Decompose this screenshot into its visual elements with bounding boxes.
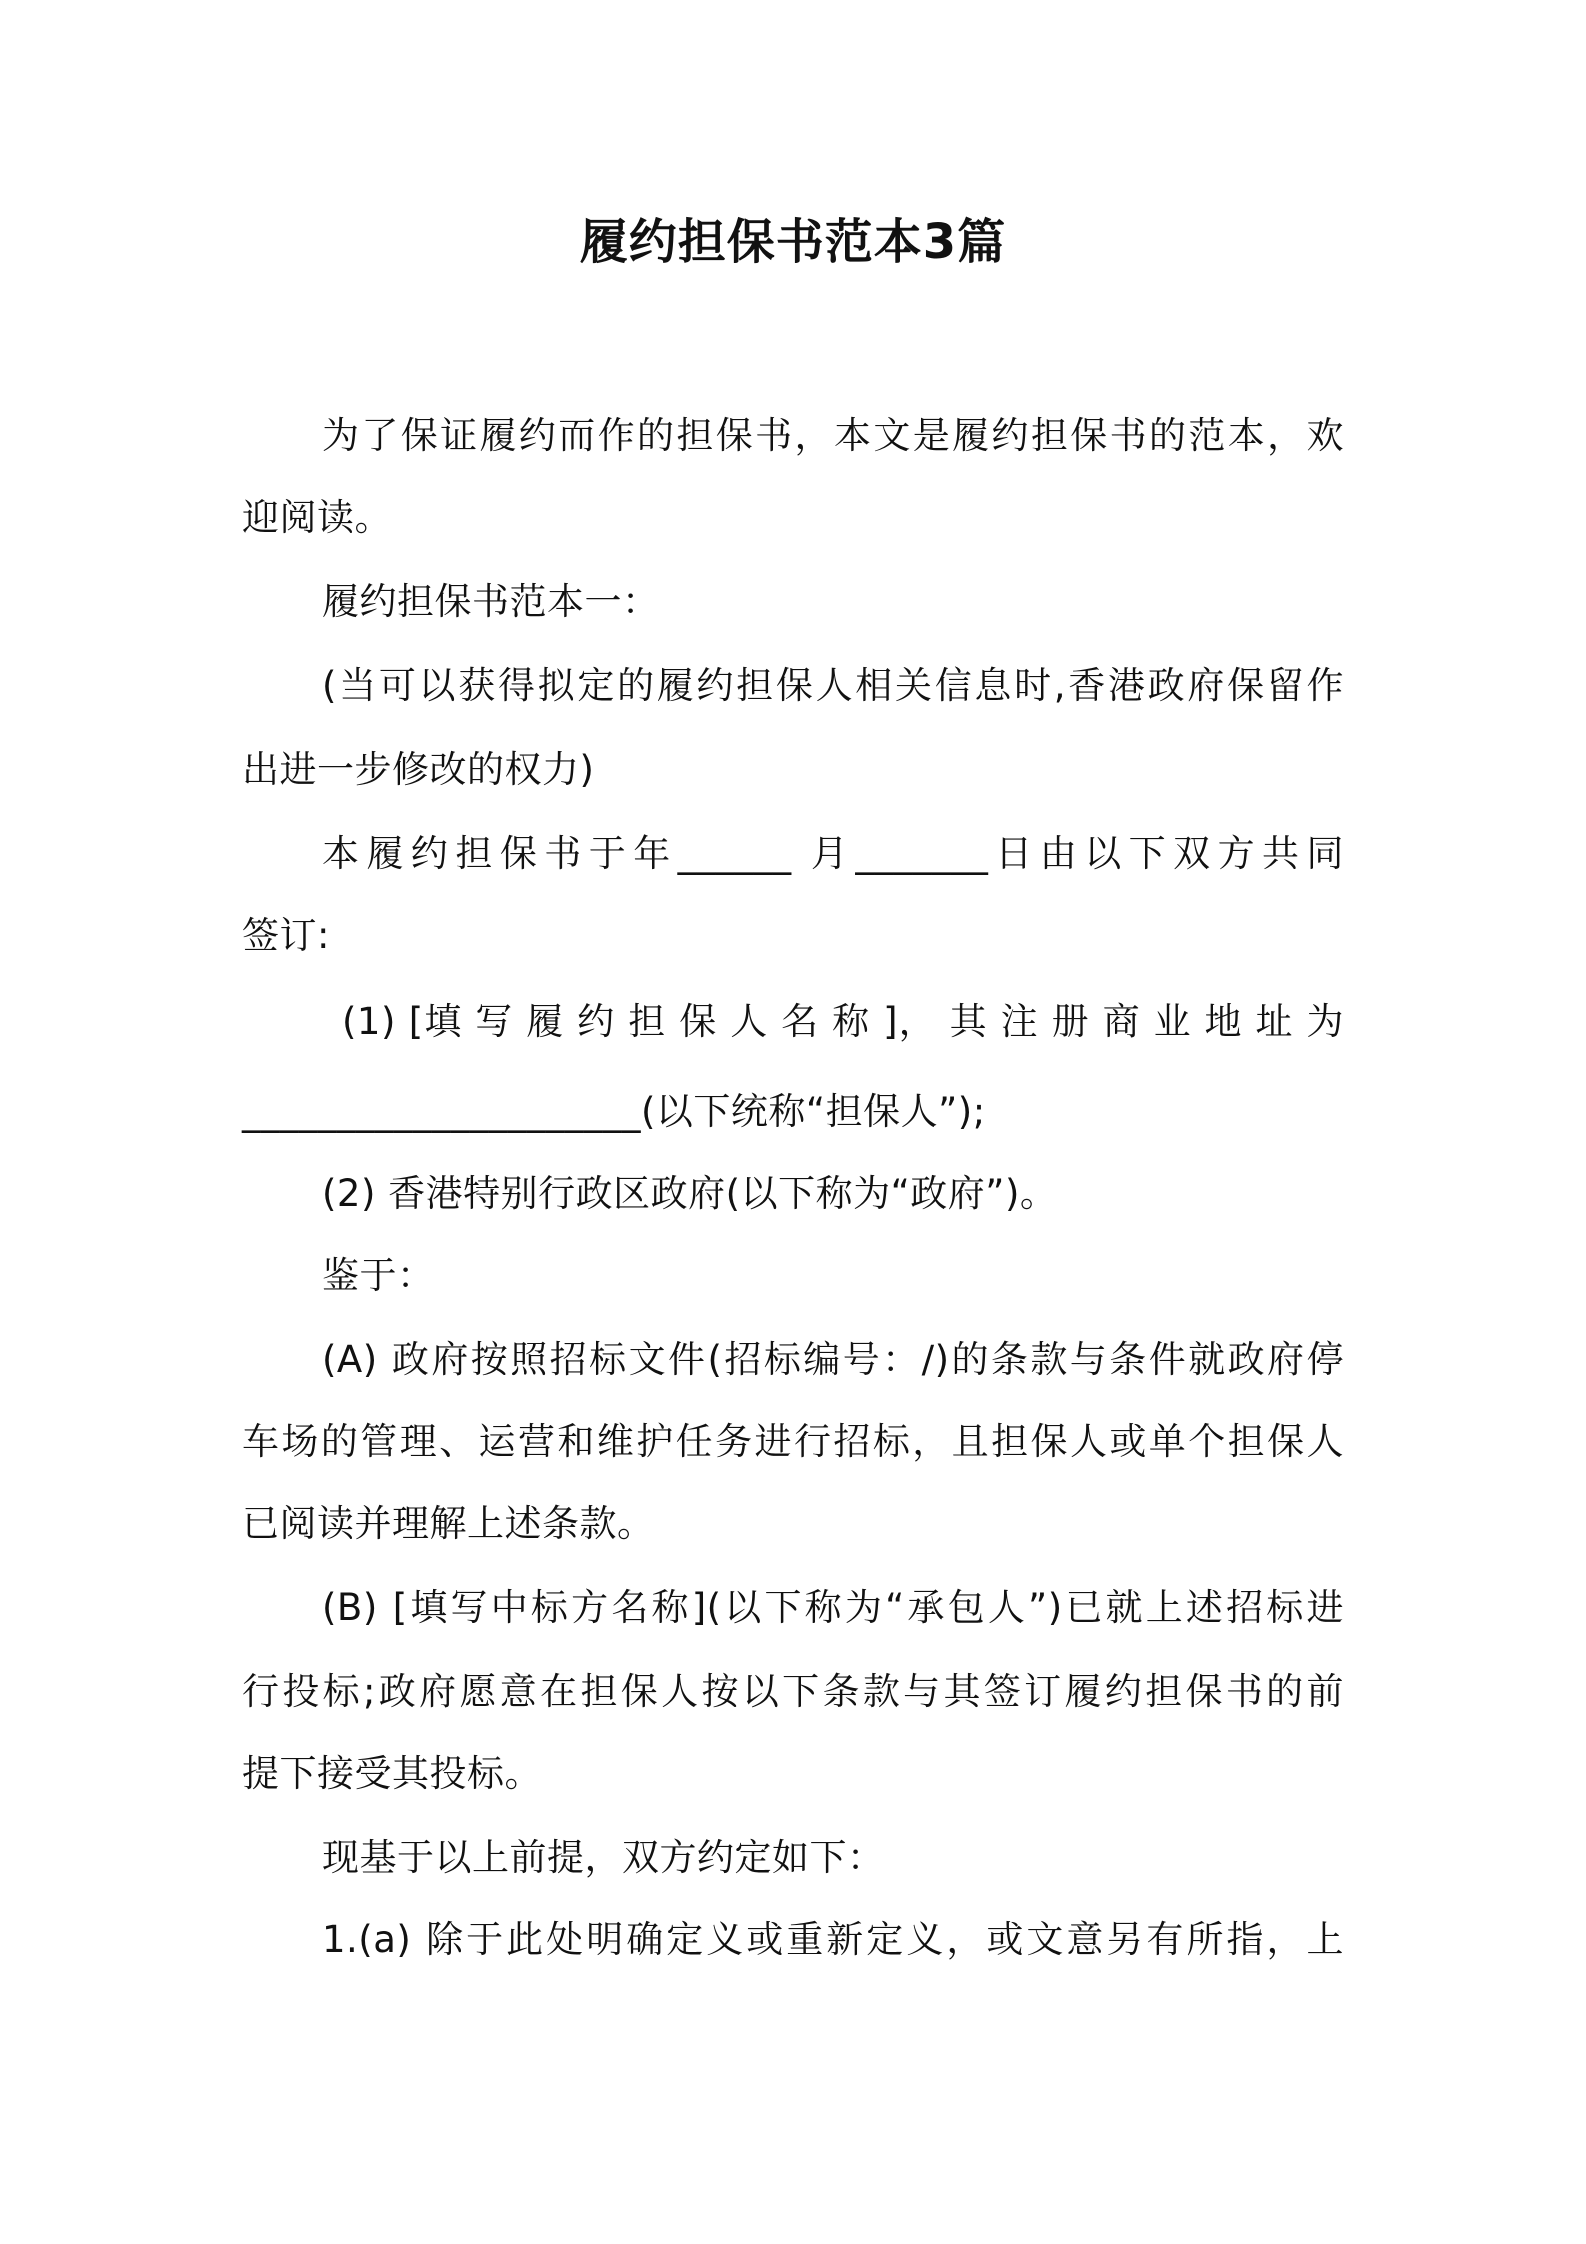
- paragraph-line: 已阅读并理解上述条款。: [242, 1502, 655, 1545]
- paragraph-line: (2) 香港特别行政区政府(以下称为“政府”)。: [322, 1172, 1058, 1215]
- paragraph-line: 签订:: [242, 914, 330, 957]
- document-title: 履约担保书范本3篇: [579, 214, 1007, 270]
- paragraph-line: (B) [填写中标方名称](以下称为“承包人”)已就上述招标进: [322, 1586, 1344, 1629]
- paragraph-line: 提下接受其投标。: [242, 1752, 542, 1795]
- paragraph-line: (A) 政府按照招标文件(招标编号：/)的条款与条件就政府停: [322, 1338, 1344, 1381]
- paragraph-line: 为了保证履约而作的担保书，本文是履约担保书的范本，欢: [322, 414, 1344, 457]
- paragraph-line: 1.(a) 除于此处明确定义或重新定义，或文意另有所指，上: [322, 1918, 1344, 1961]
- paragraph-line: (当可以获得拟定的履约担保人相关信息时,香港政府保留作: [322, 664, 1344, 707]
- paragraph-line: 现基于以上前提，双方约定如下：: [322, 1836, 885, 1879]
- section-heading: 履约担保书范本一：: [322, 580, 660, 623]
- paragraph-line: 迎阅读。: [242, 496, 392, 539]
- paragraph-line: 车场的管理、运营和维护任务进行招标，且担保人或单个担保人: [242, 1420, 1344, 1463]
- paragraph-line: (1) [填 写 履 约 担 保 人 名 称 ]， 其 注 册 商 业 地 址 为: [342, 1000, 1344, 1043]
- paragraph-line: 鉴于：: [322, 1254, 435, 1297]
- paragraph-line: 出进一步修改的权力): [242, 748, 595, 791]
- paragraph-line: _____________________(以下统称“担保人”);: [242, 1090, 986, 1133]
- paragraph-line: 行投标;政府愿意在担保人按以下条款与其签订履约担保书的前: [242, 1670, 1344, 1713]
- paragraph-line: 本履约担保书于年______ 月_______日由以下双方共同: [322, 832, 1344, 875]
